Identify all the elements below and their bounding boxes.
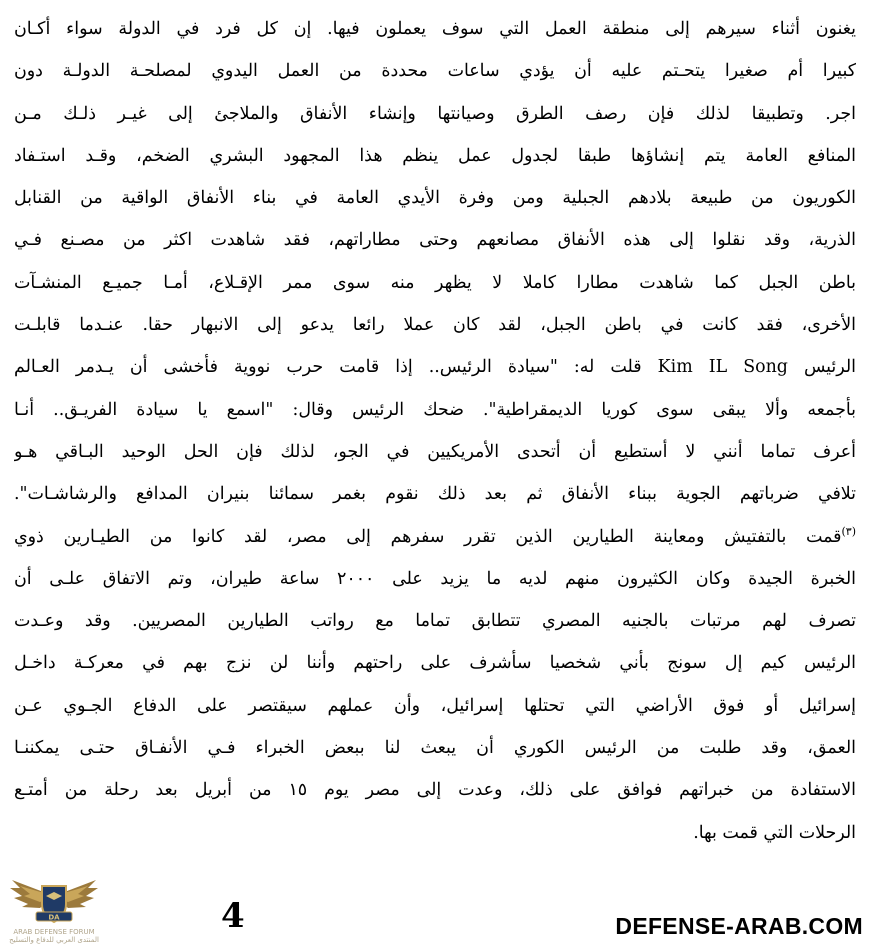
text-line: يغنون أثناء سيرهم إلى منطقة العمل التي سوف يعملون فيها. إن كل فرد في الدولة سواء أكـان (14, 19, 856, 39)
text-line: الاستفادة من خبراتهم فوافق على ذلك، وعدت إلى مصر يوم ١٥ من أبريل بعد رحلة من أمتـع (14, 780, 856, 801)
text-line: باطن الجبل كما شاهدت مطارا كاملا لا يظهر منه سوى ممر الإقـلاع، أمـا جميـع المنشـآت (14, 272, 856, 293)
text-line: الرئيس Kim IL Song قلت له: "سيادة الرئيس.. إذا قامت حرب نووية فأخشى أن يـدمر العـالم (14, 357, 856, 378)
body-text (14, 8, 856, 854)
text-line: الأخرى، فقد كانت في باطن الجبل، لقد كان عملا رائعا يدعو إلى الانبهار حقا. عنـدما قابلـت (14, 315, 856, 336)
text-line: اجر. وتطبيقا لذلك فإن رصف الطرق وصيانتها وإنشاء الأنفاق والملاجئ إلى غيـر ذلـك مـن (14, 103, 856, 124)
logo-caption: ARAB DEFENSE FORUM المنتدى العربي للدفاع والتسليح (9, 928, 99, 944)
text-line: بأجمعه وألا يبقى سوى كوريا الديمقراطية". ضحك الرئيس وقال: "اسمع يا سيادة الفريـق.. أنـا (14, 399, 856, 420)
text-line: الرئيس كيم إل سونج بأني شخصيا سأشرف على راحتهم وأننا لن نزج بهم في معركـة داخـل (14, 653, 856, 674)
footnote-marker: (٣) (841, 524, 856, 538)
site-watermark: DEFENSE-ARAB.COM (615, 913, 863, 939)
text-line: تلافي ضرباتهم الجوية ببناء الأنفاق ثم بعد ذلك نقوم بغمر سمائنا بنيران المدافع والرشاشـات". (14, 484, 856, 505)
text-line: تصرف لهم مرتبات بالجنيه المصري تتطابق تماما مع رواتب الطيارين المصريين. وقد وعـدت (14, 611, 856, 632)
logo-text: DA (48, 913, 60, 922)
text-line: قمت بالتفتيش ومعاينة الطيارين الذين تقرر سفرهم إلى مصر، لقد كانوا من الطيـارين ذوي (14, 526, 842, 547)
text-line: كبيرا أم صغيرا يتحـتم عليه أن يؤدي ساعات محددة من العمل اليدوي لمصلحـة الدولـة دون (14, 61, 856, 82)
text-line: المنافع العامة يتم إنشاؤها طبقا لجدول عمل ينظم هذا المجهود البشري الضخم، وقـد استـفاد (14, 145, 856, 166)
page-number: 4 (221, 896, 245, 936)
text-line-with-footnote (14, 516, 856, 558)
text-line: الذرية، وقد نقلوا إلى هذه الأنفاق مصانعهم وحتى مطاراتهم، فقد شاهدت اكثر من مصـنع فـي (14, 230, 856, 251)
text-line: الكوريون من طبيعة بلادهم الجبلية ومن وفرة الأيدي العامة في بناء الأنفاق الواقية من القنابل (14, 188, 856, 209)
text-line: إسرائيل أو فوق الأراضي التي تحتلها إسرائيل، وأن عملهم سيقتصر على الدفاع الجـوي عـن (14, 695, 856, 716)
text-line: أعرف تماما أنني لا أستطيع أن أتحدى الأمريكيين في الجو، لذلك فإن الحل الوحيد البـاقي هـو (14, 441, 856, 462)
text-line: العمق، وقد طلبت من الرئيس الكوري أن يبعث لنا ببعض الخبراء فـي الأنفـاق حتـى يمكننـا (14, 738, 856, 759)
text-line: الرحلات التي قمت بها. (693, 822, 856, 843)
text-line: الخبرة الجيدة وكان الكثيرون منهم لديه ما يزيد على ٢٠٠٠ ساعة طيران، وتم الاتفاق علـى أن (14, 568, 856, 589)
